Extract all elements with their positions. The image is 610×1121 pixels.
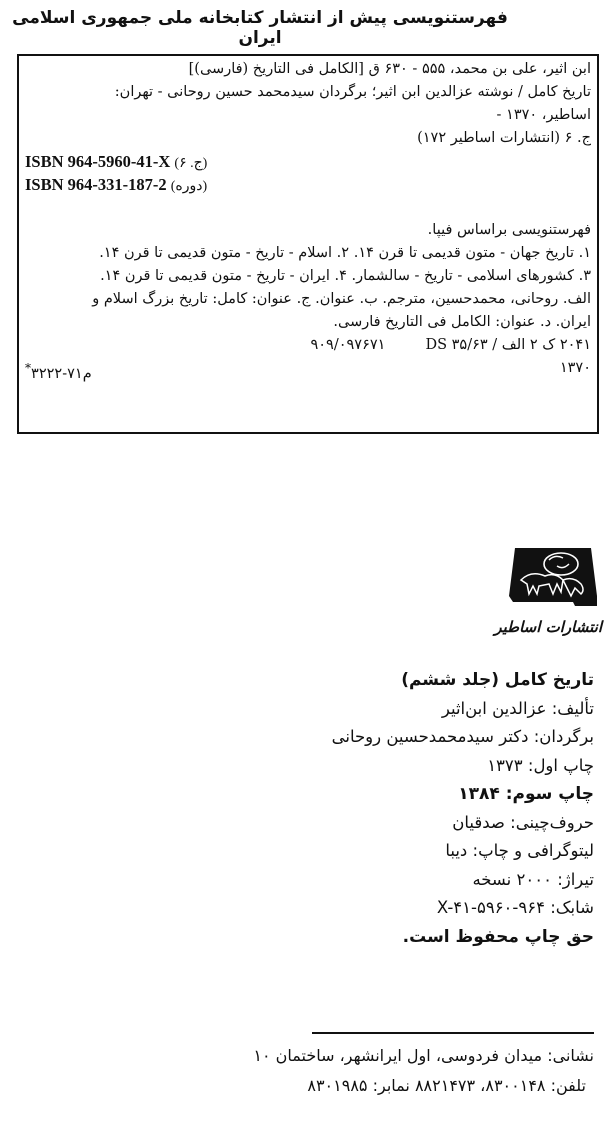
address: نشانی: میدان فردوسی، اول ایرانشهر، ساختمان ۱۰ xyxy=(253,1046,594,1065)
cip-subject-line: ایران. د. عنوان: الکامل فی التاریخ فارسی. xyxy=(333,314,591,330)
cip-title-statement: تاریخ کامل / نوشته عزالدین ابن اثیر؛ برگردان سیدمحمد حسین روحانی - تهران: xyxy=(114,84,591,100)
printing: لیتوگرافی و چاپ: دیبا xyxy=(445,841,594,860)
cip-subject-line: الف. روحانی، محمدحسین، مترجم. ب. عنوان. ج. عنوان: کامل: تاریخ بزرگ اسلام و xyxy=(92,291,591,307)
typesetting: حروف‌چینی: صدقیان xyxy=(452,812,594,832)
cip-main-entry: ابن اثیر، علی بن محمد، ۵۵۵ - ۶۳۰ ق [الکامل فی التاریخ (فارسی)] xyxy=(188,61,591,77)
third-edition: چاپ سوم: ۱۳۸۴ xyxy=(458,784,594,804)
colophon xyxy=(194,670,594,955)
lc-classification: ۲۰۴۱ ک ۲ الف / DS ۳۵/۶۳ xyxy=(425,337,591,353)
cip-series: ج. ۶ (انتشارات اساطیر ۱۷۲) xyxy=(417,130,591,146)
isbn-number: ISBN 964-5960-41-X xyxy=(25,152,171,171)
author: تألیف: عزالدین ابن‌اثیر xyxy=(441,698,594,718)
publisher-emblem-icon xyxy=(505,546,601,610)
cip-classification-row xyxy=(25,334,591,357)
copyright-notice: حق چاپ محفوظ است. xyxy=(402,926,594,947)
dewey-classification: ۹۰۹/۰۹۷۶۷۱ xyxy=(310,337,386,353)
isbn-number: ISBN 964-331-187-2 xyxy=(25,175,167,194)
contact-info xyxy=(94,1046,594,1106)
library-number-wrap xyxy=(25,357,92,380)
publisher-name: انتشارات اساطیر xyxy=(494,618,602,636)
cip-subject-line: ۳. کشورهای اسلامی - تاریخ - سالشمار. ۴. ایران - تاریخ - متون قدیمی تا قرن ۱۴. xyxy=(100,268,591,284)
page-header-title: فهرستنویسی پیش از انتشار کتابخانه ملی جمهوری اسلامی ایران xyxy=(12,8,508,48)
asterisk: * xyxy=(25,361,32,375)
isbn-note: (دوره) xyxy=(170,179,208,194)
isbn: شابک: X-۴۱-۵۹۶۰-۹۶۴ xyxy=(436,898,594,917)
cip-subject-line: ۱. تاریخ جهان - متون قدیمی تا قرن ۱۴. ۲. اسلام - تاریخ - متون قدیمی تا قرن ۱۴. xyxy=(99,245,591,261)
cip-publication: اساطیر، ۱۳۷۰ - xyxy=(496,107,591,123)
cip-record-box xyxy=(17,54,599,434)
cip-isbn-volume xyxy=(25,150,591,173)
library-number: م۷۱-۳۲۲۲ xyxy=(31,365,92,382)
cip-cataloging-basis: فهرستنویسی براساس فیپا. xyxy=(427,222,591,238)
circulation: تیراژ: ۲۰۰۰ نسخه xyxy=(472,869,594,889)
spacer xyxy=(25,196,591,219)
divider xyxy=(312,1032,594,1034)
cip-bottom-row xyxy=(25,357,591,380)
translator: برگردان: دکتر سیدمحمدحسین روحانی xyxy=(331,727,594,746)
isbn-note: (ج. ۶) xyxy=(174,156,208,171)
cip-isbn-set xyxy=(25,173,591,196)
cip-year: ۱۳۷۰ xyxy=(559,360,591,376)
book-title: تاریخ کامل (جلد ششم) xyxy=(401,670,594,690)
first-edition: چاپ اول: ۱۳۷۳ xyxy=(487,755,594,775)
phone-fax: تلفن: ۸۳۰۰۱۴۸، ۸۸۲۱۴۷۳ نمابر: ۸۳۰۱۹۸۵ xyxy=(307,1076,586,1095)
